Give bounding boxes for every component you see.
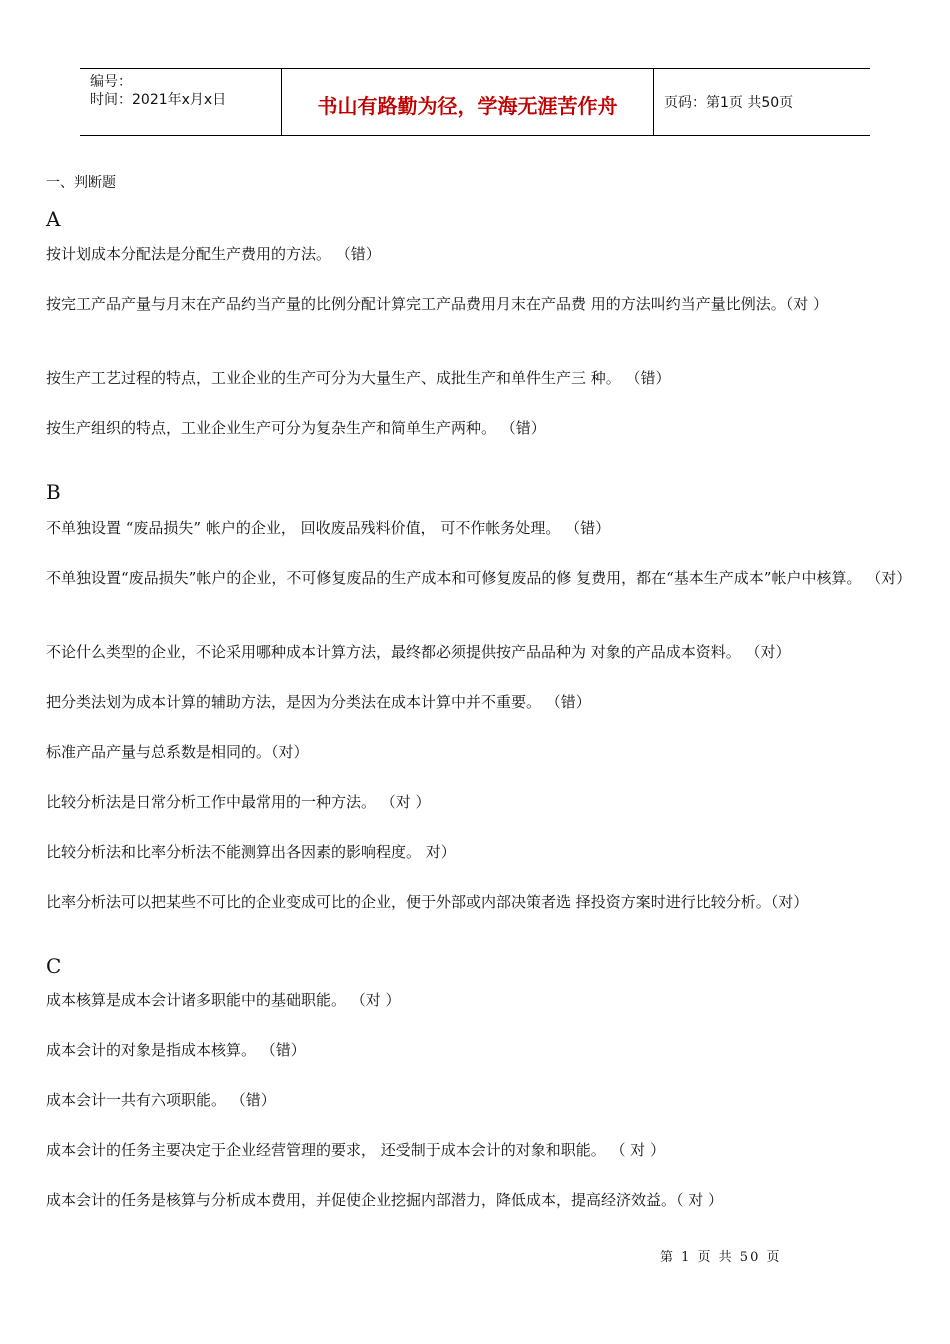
statement-a-3: 按生产工艺过程的特点，工业企业的生产可分为大量生产、成批生产和单件生产三 种。 （错） (46, 369, 671, 387)
header-table (80, 68, 870, 136)
statement-a-4: 按生产组织的特点，工业企业生产可分为复杂生产和简单生产两种。 （错） (46, 419, 546, 437)
statement-b-2: 不单独设置“废品损失”帐户的企业，不可修复废品的生产成本和可修复废品的修 复费用，都在“基本生产成本”帐户中核算。 （对） (46, 569, 912, 587)
statement-b-7: 比较分析法和比率分析法不能测算出各因素的影响程度。 对） (46, 843, 456, 861)
statement-c-1: 成本核算是成本会计诸多职能中的基础职能。 （对 ） (46, 991, 401, 1009)
statement-c-2: 成本会计的对象是指成本核算。 （错） (46, 1041, 306, 1059)
statement-a-1: 按计划成本分配法是分配生产费用的方法。 （错） (46, 245, 381, 263)
statement-b-5: 标准产品产量与总系数是相同的。（对） (46, 743, 309, 761)
statement-b-6: 比较分析法是日常分析工作中最常用的一种方法。 （对 ） (46, 793, 431, 811)
section-title: 一、判断题 (46, 175, 116, 191)
group-letter-c: C (46, 954, 62, 978)
statement-b-4: 把分类法划为成本计算的辅助方法，是因为分类法在成本计算中并不重要。 （错） (46, 693, 591, 711)
statement-c-4: 成本会计的任务主要决定于企业经营管理的要求， 还受制于成本会计的对象和职能。 （ 对 ） (46, 1141, 666, 1159)
statement-c-5: 成本会计的任务是核算与分析成本费用，并促使企业挖掘内部潜力，降低成本，提高经济效益。（ 对 ） (46, 1191, 724, 1209)
statement-b-1: 不单独设置 “废品损失” 帐户的企业， 回收废品残料价值， 可不作帐务处理。 （错） (46, 519, 611, 537)
statement-b-3: 不论什么类型的企业，不论采用哪种成本计算方法，最终都必须提供按产品品种为 对象的产品成本资料。 （对） (46, 643, 791, 661)
statement-b-8: 比率分析法可以把某些不可比的企业变成可比的企业，便于外部或内部决策者选 择投资方案时进行比较分析。（对） (46, 893, 809, 911)
document-time-label: 时间：2021年x月x日 (90, 92, 227, 108)
statement-c-3: 成本会计一共有六项职能。 （错） (46, 1091, 276, 1109)
header-motto: 书山有路勤为径，学海无涯苦作舟 (282, 69, 654, 135)
statement-a-2: 按完工产品产量与月末在产品约当产量的比例分配计算完工产品费用月末在产品费 用的方法叫约当产量比例法。（对 ） (46, 295, 829, 313)
document-number-label: 编号： (90, 74, 132, 90)
header-meta-cell (80, 69, 282, 135)
group-letter-a: A (46, 207, 61, 231)
page-footer: 第 1 页 共 50 页 (660, 1250, 782, 1265)
group-letter-b: B (46, 480, 61, 504)
header-page-info: 页码：第1页 共50页 (664, 95, 794, 111)
